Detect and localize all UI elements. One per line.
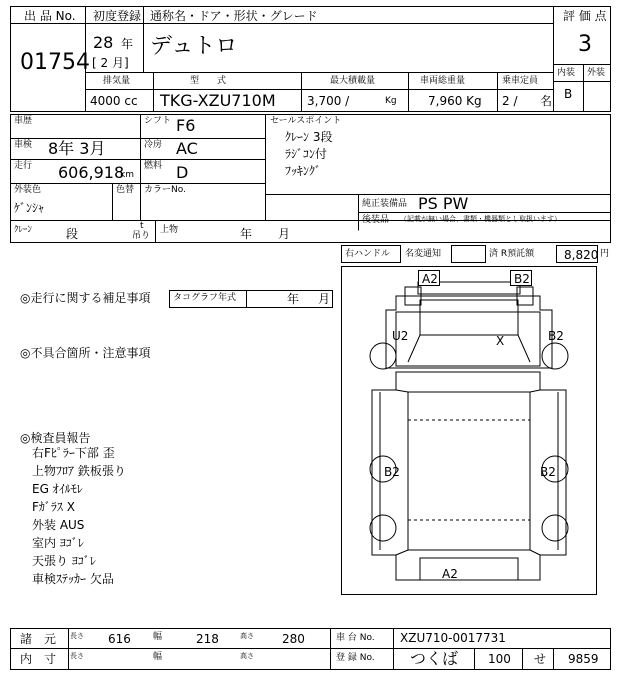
mileage-unit: km xyxy=(120,170,134,180)
name-label: 通称名・ドア・形状・グレード xyxy=(150,9,318,23)
ac-value: AC xyxy=(176,139,198,158)
lot-number: 01754 xyxy=(20,50,90,75)
car-name: デュトロ xyxy=(150,34,238,59)
length-label: 長さ xyxy=(70,632,84,640)
damage-mark-cab-left: U2 xyxy=(392,329,409,343)
load-value: 3,700 / xyxy=(307,94,350,108)
equipment-value: PS PW xyxy=(418,194,469,213)
equipment-label: 純正装備品 xyxy=(362,199,408,209)
crane-hoist: 吊り xyxy=(132,231,151,241)
inner-height-label: 高さ xyxy=(240,652,254,660)
width-label: 幅 xyxy=(153,632,163,642)
ac-label: 冷房 xyxy=(144,140,163,150)
history-label: 車歴 xyxy=(14,116,33,126)
aftermarket-note: （記載が無い場合、書類・機器類とし取扱います） xyxy=(400,215,561,223)
dims-label: 諸 元 xyxy=(20,632,57,646)
interior-label: 内装 xyxy=(557,68,576,78)
inspector-report-line: 右Fﾋﾟﾗｰ下部 歪 xyxy=(32,446,115,460)
inspector-report-line: 上物ﾌﾛｱ 鉄板張り xyxy=(32,464,126,478)
inspection-label: 車検 xyxy=(14,140,33,150)
reg-year: 28 xyxy=(93,33,114,52)
color-change-label: 色替 xyxy=(116,185,135,195)
sales-point-line: ﾗｼﾞｺﾝ付 xyxy=(285,147,328,161)
aftermarket-label: 後装品 xyxy=(362,215,390,225)
damage-mark-bed-left: B2 xyxy=(384,465,400,479)
fuel-value: D xyxy=(176,163,189,182)
inspector-report-line: 室内 ﾖｺﾞﾚ xyxy=(32,536,84,550)
upper-month: 月 xyxy=(278,227,291,241)
chassis-value: XZU710-0017731 xyxy=(400,631,506,645)
color-code-label: カラーNo. xyxy=(144,185,186,195)
fuel-label: 燃料 xyxy=(144,161,163,171)
model-value: TKG-XZU710M xyxy=(160,91,276,110)
load-label: 最大積載量 xyxy=(330,76,376,86)
sales-point-title: セールスポイント xyxy=(270,116,342,126)
recycle-label: 済 R預託額 xyxy=(489,249,535,259)
capacity-value: 2 / xyxy=(502,94,518,108)
score-label: 評 価 点 xyxy=(563,9,607,23)
inspection-value: 8年 3月 xyxy=(48,139,106,158)
plate-area: つくば xyxy=(410,649,459,668)
load-unit: Kg xyxy=(385,96,397,106)
plate-kana: せ xyxy=(534,652,547,666)
capacity-unit: 名 xyxy=(540,94,553,108)
sales-point-line: ｸﾚｰﾝ 3段 xyxy=(285,130,333,144)
lot-label: 出 品 No. xyxy=(24,9,76,23)
plate-class: 100 xyxy=(488,652,511,666)
shift-label: シフト xyxy=(144,116,172,126)
gross-value: 7,960 Kg xyxy=(428,94,482,108)
upper-year: 年 xyxy=(240,227,253,241)
inspector-report-line: 外装 AUS xyxy=(32,518,85,532)
name-change-label: 名変通知 xyxy=(405,249,442,259)
inner-width-label: 幅 xyxy=(153,652,163,662)
tacho-year: 年 xyxy=(287,292,300,306)
upper-label: 上物 xyxy=(160,225,179,235)
exterior-label: 外装 xyxy=(587,68,606,78)
inspector-report-line: 天張り ﾖｺﾞﾚ xyxy=(32,554,96,568)
inspector-report-line: Fｶﾞﾗｽ X xyxy=(32,500,75,514)
sales-point-line: ﾌｯｷﾝｸﾞ xyxy=(285,164,322,178)
chassis-label: 車 台 No. xyxy=(336,633,375,643)
mileage-value: 606,918 xyxy=(58,163,125,182)
tacho-month: 月 xyxy=(318,292,331,306)
reg-no-label: 登 録 No. xyxy=(336,653,375,663)
interior-grade: B xyxy=(564,87,573,101)
driving-remarks-title: ◎走行に関する補足事項 xyxy=(20,291,151,305)
recycle-value: 8,820 xyxy=(564,248,599,262)
defects-title: ◎不具合箇所・注意事項 xyxy=(20,346,151,360)
model-label: 型 式 xyxy=(190,76,227,86)
gross-label: 車両総重量 xyxy=(420,76,466,86)
inspector-report-line: EG ｵｲﾙﾓﾚ xyxy=(32,482,83,496)
height-value: 280 xyxy=(282,632,305,646)
inner-length-label: 長さ xyxy=(70,652,84,660)
mark-text: A2 xyxy=(422,272,438,286)
inspector-report-line: 車検ｽﾃｯｶｰ 欠品 xyxy=(32,572,114,586)
crane-label: ｸﾚｰﾝ xyxy=(14,225,33,235)
tacho-label: タコグラフ年式 xyxy=(173,293,237,303)
damage-mark-bed-right: B2 xyxy=(540,465,556,479)
width-value: 218 xyxy=(196,632,219,646)
reg-year-unit: 年 xyxy=(121,37,134,51)
disp-label: 排気量 xyxy=(103,76,131,86)
ext-color-value: ｹﾞﾝｼｬ xyxy=(14,201,45,215)
damage-mark-front-left xyxy=(418,270,440,286)
shift-value: F6 xyxy=(176,116,196,135)
disp-value: 4000 cc xyxy=(90,94,138,108)
capacity-label: 乗車定員 xyxy=(502,76,539,86)
height-label: 高さ xyxy=(240,632,254,640)
plate-number: 9859 xyxy=(568,652,599,666)
yen-unit: 円 xyxy=(600,249,610,259)
length-value: 616 xyxy=(108,632,131,646)
ext-color-label: 外装色 xyxy=(14,185,42,195)
reg-month: [ 2 月] xyxy=(92,56,129,70)
damage-mark-cab-right: B2 xyxy=(548,329,564,343)
mileage-label: 走行 xyxy=(14,161,33,171)
inner-label: 内 寸 xyxy=(20,652,57,666)
crane-stage: 段 xyxy=(66,227,79,241)
mark-text: B2 xyxy=(514,272,530,286)
damage-mark-front-right xyxy=(510,270,532,286)
reg-label: 初度登録 xyxy=(93,9,142,23)
damage-mark-rear: A2 xyxy=(442,567,458,581)
score-value: 3 xyxy=(578,32,592,57)
damage-mark-windshield: X xyxy=(496,334,505,348)
rhd-label: 右ハンドル xyxy=(345,249,391,259)
crane-t: t xyxy=(140,221,144,231)
inspector-title: ◎検査員報告 xyxy=(20,431,91,445)
